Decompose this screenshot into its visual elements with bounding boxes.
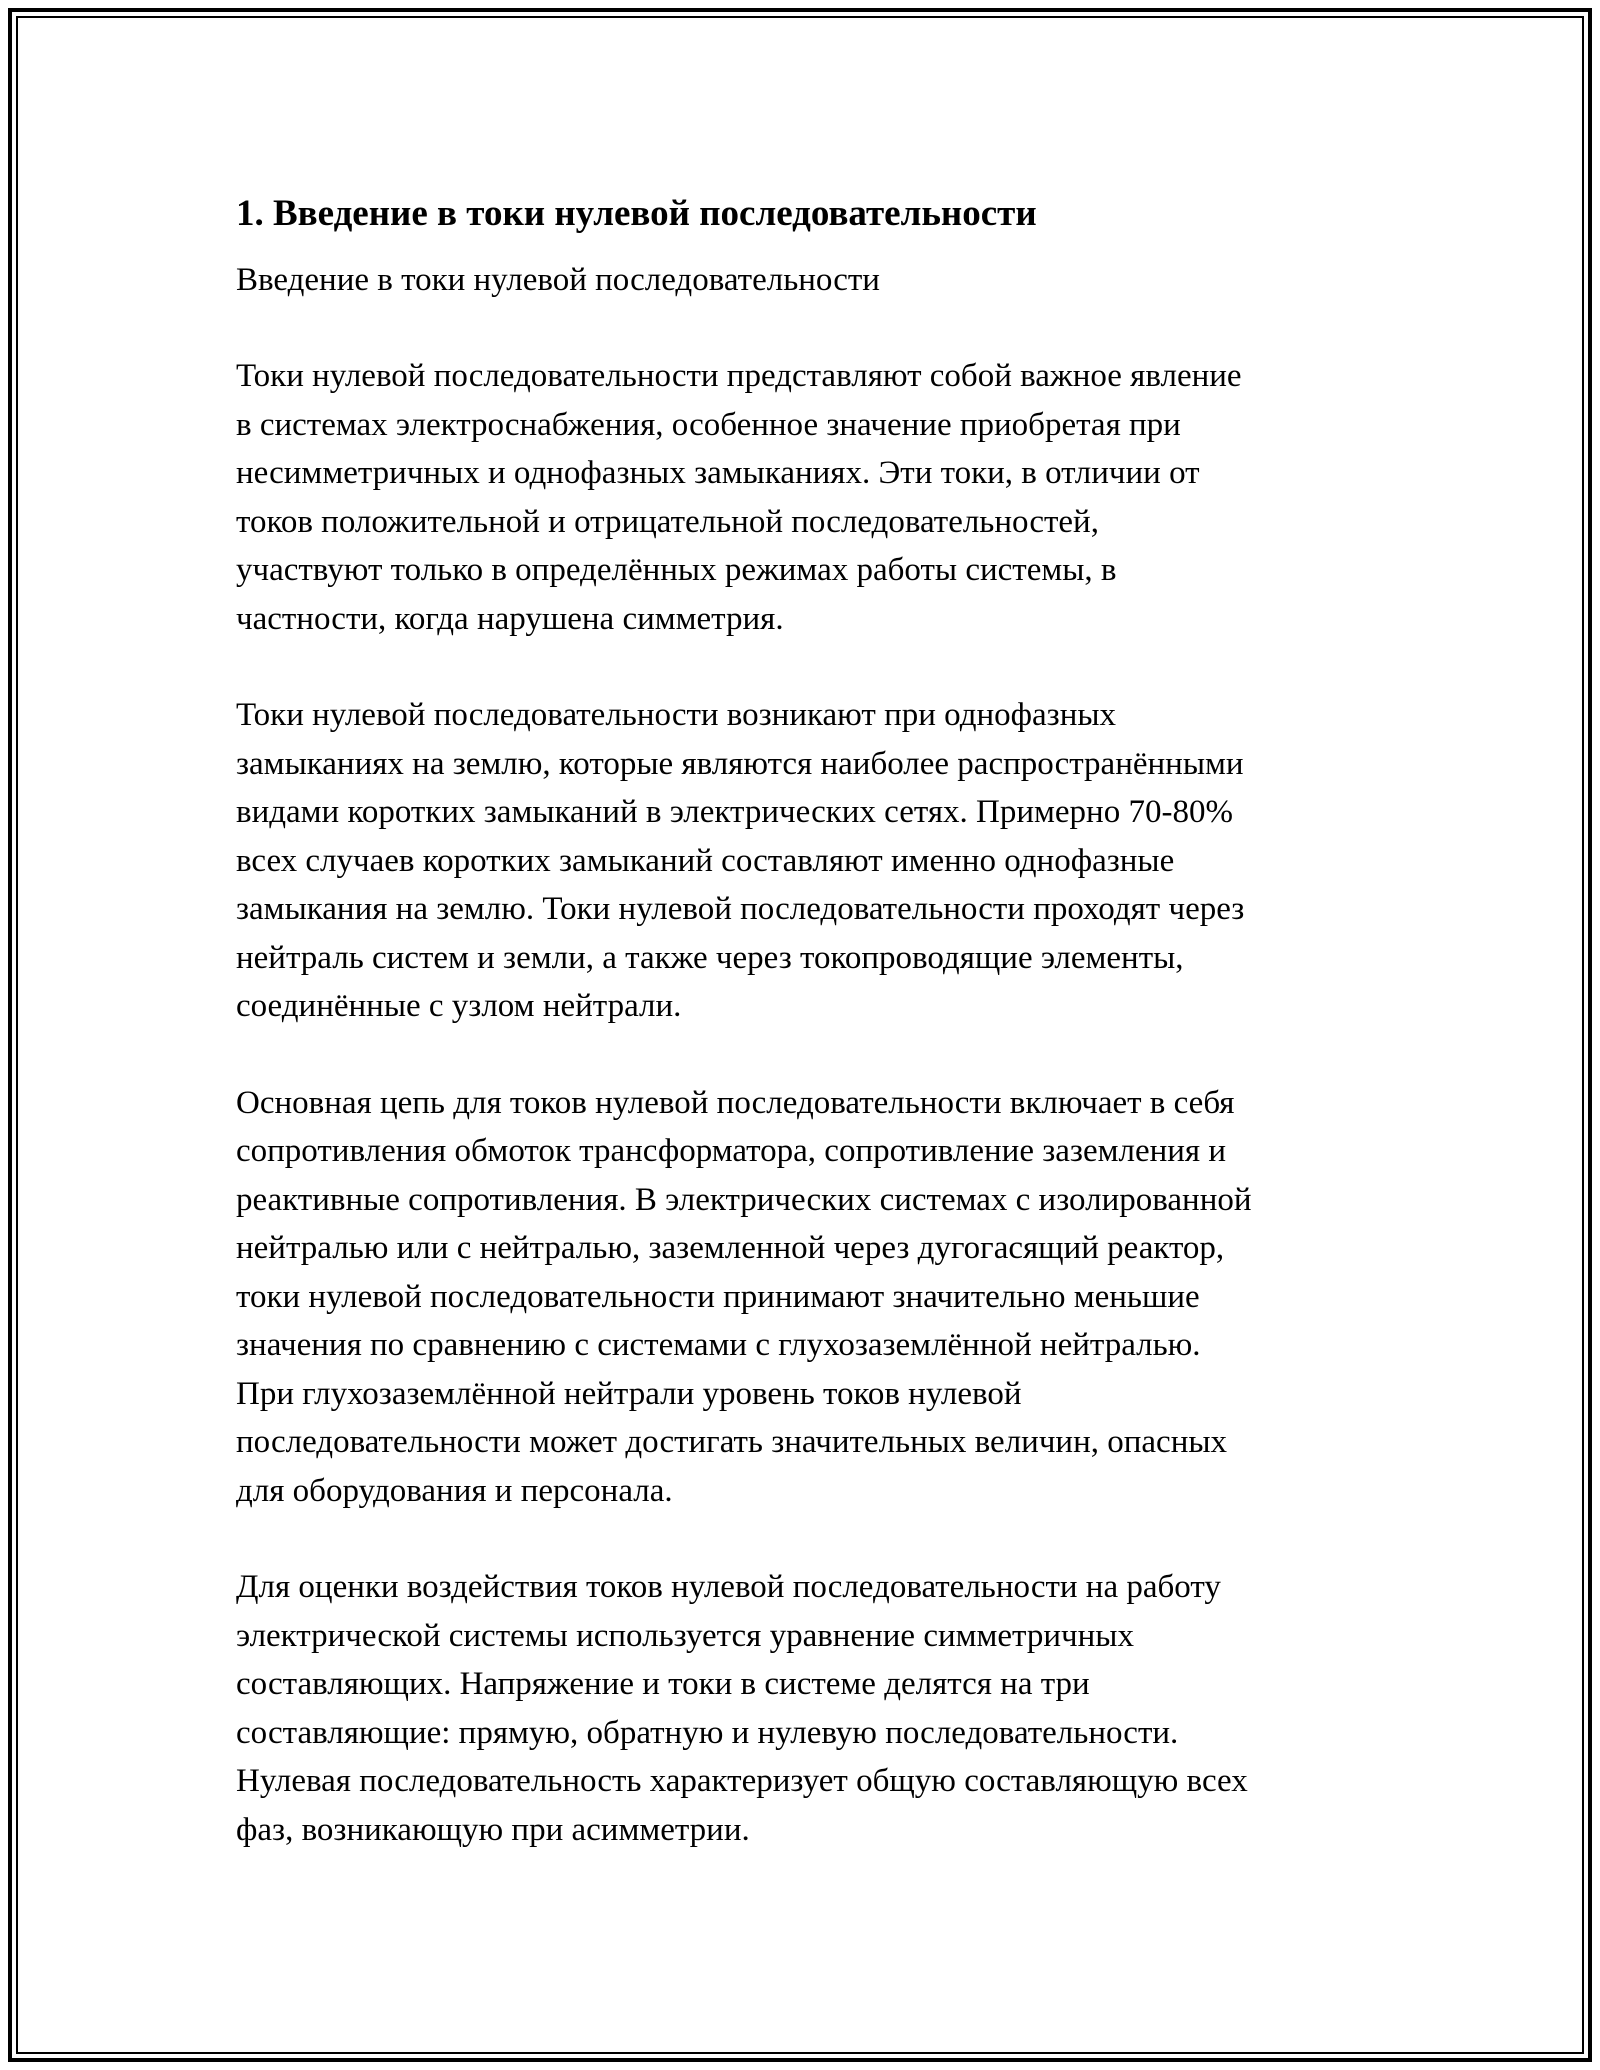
paragraph-line: составляющие: прямую, обратную и нулевую последовательности. xyxy=(236,1714,1179,1751)
paragraph-line: соединённые с узлом нейтрали. xyxy=(236,988,682,1024)
paragraph-line: последовательности может достигать значительных величин, опасных xyxy=(236,1424,1228,1460)
paragraph-line: Токи нулевой последовательности возникают при однофазных xyxy=(236,697,1117,733)
paragraph-line: видами коротких замыканий в электрических сетях. Примерно 70-80% xyxy=(236,794,1233,830)
paragraph-line: Нулевая последовательность характеризует общую составляющую всех xyxy=(236,1763,1248,1799)
paragraph-line: для оборудования и персонала. xyxy=(236,1472,673,1509)
paragraph-line: токи нулевой последовательности принимают значительно меньшие xyxy=(236,1278,1200,1315)
paragraph-line: несимметричных и однофазных замыканиях. Эти токи, в отличии от xyxy=(236,455,1200,491)
section-subtitle: Введение в токи нулевой последовательности xyxy=(236,262,880,298)
paragraph-2 xyxy=(236,691,1376,1031)
paragraph-line: Для оценки воздействия токов нулевой последовательности на работу xyxy=(236,1569,1221,1605)
paragraph-line: участвуют только в определённых режимах работы системы, в xyxy=(236,552,1117,588)
paragraph-line: значения по сравнению с системами с глухозаземлённой нейтралью. xyxy=(236,1327,1201,1363)
paragraph-line: Токи нулевой последовательности представляют собой важное явление xyxy=(236,358,1242,394)
paragraph-line: Основная цепь для токов нулевой последовательности включает в себя xyxy=(236,1084,1235,1121)
paragraph-line: всех случаев коротких замыканий составляют именно однофазные xyxy=(236,842,1175,879)
paragraph-line: частности, когда нарушена симметрия. xyxy=(236,600,784,637)
paragraph-line: составляющих. Напряжение и токи в системе делятся на три xyxy=(236,1666,1090,1702)
section-heading: 1. Введение в токи нулевой последовательности xyxy=(236,193,1037,234)
paragraph-4 xyxy=(236,1563,1376,1854)
paragraph-line: замыканиях на землю, которые являются наиболее распространёнными xyxy=(236,745,1244,782)
paragraph-line: нейтраль систем и земли, а также через токопроводящие элементы, xyxy=(236,939,1184,976)
document-body xyxy=(236,188,1376,1902)
paragraph-line: При глухозаземлённой нейтрали уровень токов нулевой xyxy=(236,1375,1022,1412)
paragraph-line: реактивные сопротивления. В электрических системах с изолированной xyxy=(236,1181,1252,1218)
paragraph-3 xyxy=(236,1079,1376,1516)
paragraph-line: фаз, возникающую при асимметрии. xyxy=(236,1811,750,1848)
paragraph-line: токов положительной и отрицательной последовательностей, xyxy=(236,503,1099,540)
paragraph-line: электрической системы используется уравнение симметричных xyxy=(236,1617,1134,1654)
paragraph-line: замыкания на землю. Токи нулевой последовательности проходят через xyxy=(236,891,1245,927)
paragraph-1 xyxy=(236,352,1376,643)
paragraph-line: нейтралью или с нейтралью, заземленной через дугогасящий реактор, xyxy=(236,1230,1225,1266)
paragraph-line: сопротивления обмоток трансформатора, сопротивление заземления и xyxy=(236,1133,1226,1169)
paragraph-line: в системах электроснабжения, особенное значение приобретая при xyxy=(236,406,1181,443)
